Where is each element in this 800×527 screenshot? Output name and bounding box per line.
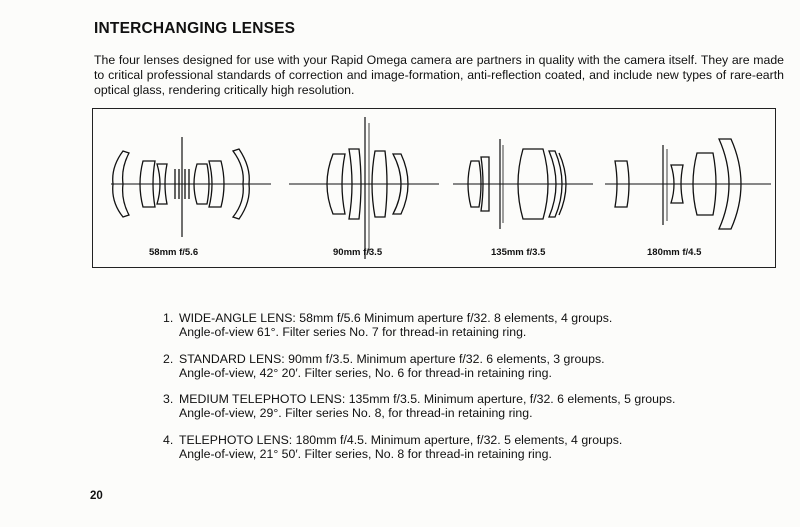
lens-diagram-135mm <box>453 139 593 229</box>
page-number: 20 <box>90 490 103 502</box>
lens-diagram-58mm <box>111 137 271 237</box>
spec-line: Angle-of-view, 42° 20′. Filter series, No. 6 for thread-in retaining ring. <box>179 365 552 380</box>
lens-diagram-figure <box>92 108 776 268</box>
item-number: 2. <box>163 351 174 366</box>
spec-line: WIDE-ANGLE LENS: 58mm f/5.6 Minimum aperture f/32. 8 elements, 4 groups. <box>179 311 613 325</box>
lens-cross-sections <box>93 109 777 269</box>
caption-90mm: 90mm f/3.5 <box>333 247 383 258</box>
list-item <box>163 352 763 380</box>
spec-line: Angle-of-view, 29°. Filter series No. 8, for thread-in retaining ring. <box>179 406 533 420</box>
spec-line: Angle-of-view, 21° 50′. Filter series, No. 8 for thread-in retaining ring. <box>179 446 552 461</box>
list-item <box>163 433 763 461</box>
lens-diagram-90mm <box>289 117 439 259</box>
spec-line: TELEPHOTO LENS: 180mm f/4.5. Minimum aperture, f/32. 5 elements, 4 groups. <box>179 432 623 447</box>
intro-paragraph: The four lenses designed for use with your Rapid Omega camera are partners in quality with the camera itself. They are made to critical professional standards of correction and image-formation, anti-reflection coated, and include new types of rare-earth optical glass, rendering critically high resolution. <box>94 53 784 97</box>
page-heading: INTERCHANGING LENSES <box>94 20 296 37</box>
list-item <box>163 392 763 420</box>
caption-180mm: 180mm f/4.5 <box>647 247 702 258</box>
list-item <box>163 311 763 339</box>
lens-specifications-list <box>163 311 763 473</box>
spec-line: STANDARD LENS: 90mm f/3.5. Minimum aperture f/32. 6 elements, 3 groups. <box>179 351 605 366</box>
spec-line: MEDIUM TELEPHOTO LENS: 135mm f/3.5. Minimum aperture, f/32. 6 elements, 5 groups. <box>179 392 676 406</box>
spec-line: Angle-of-view 61°. Filter series No. 7 for thread-in retaining ring. <box>179 325 527 339</box>
item-number: 3. <box>163 392 174 406</box>
item-number: 4. <box>163 432 174 447</box>
caption-135mm: 135mm f/3.5 <box>491 247 546 258</box>
caption-58mm: 58mm f/5.6 <box>149 247 199 258</box>
item-number: 1. <box>163 311 174 325</box>
lens-diagram-180mm <box>605 139 771 229</box>
